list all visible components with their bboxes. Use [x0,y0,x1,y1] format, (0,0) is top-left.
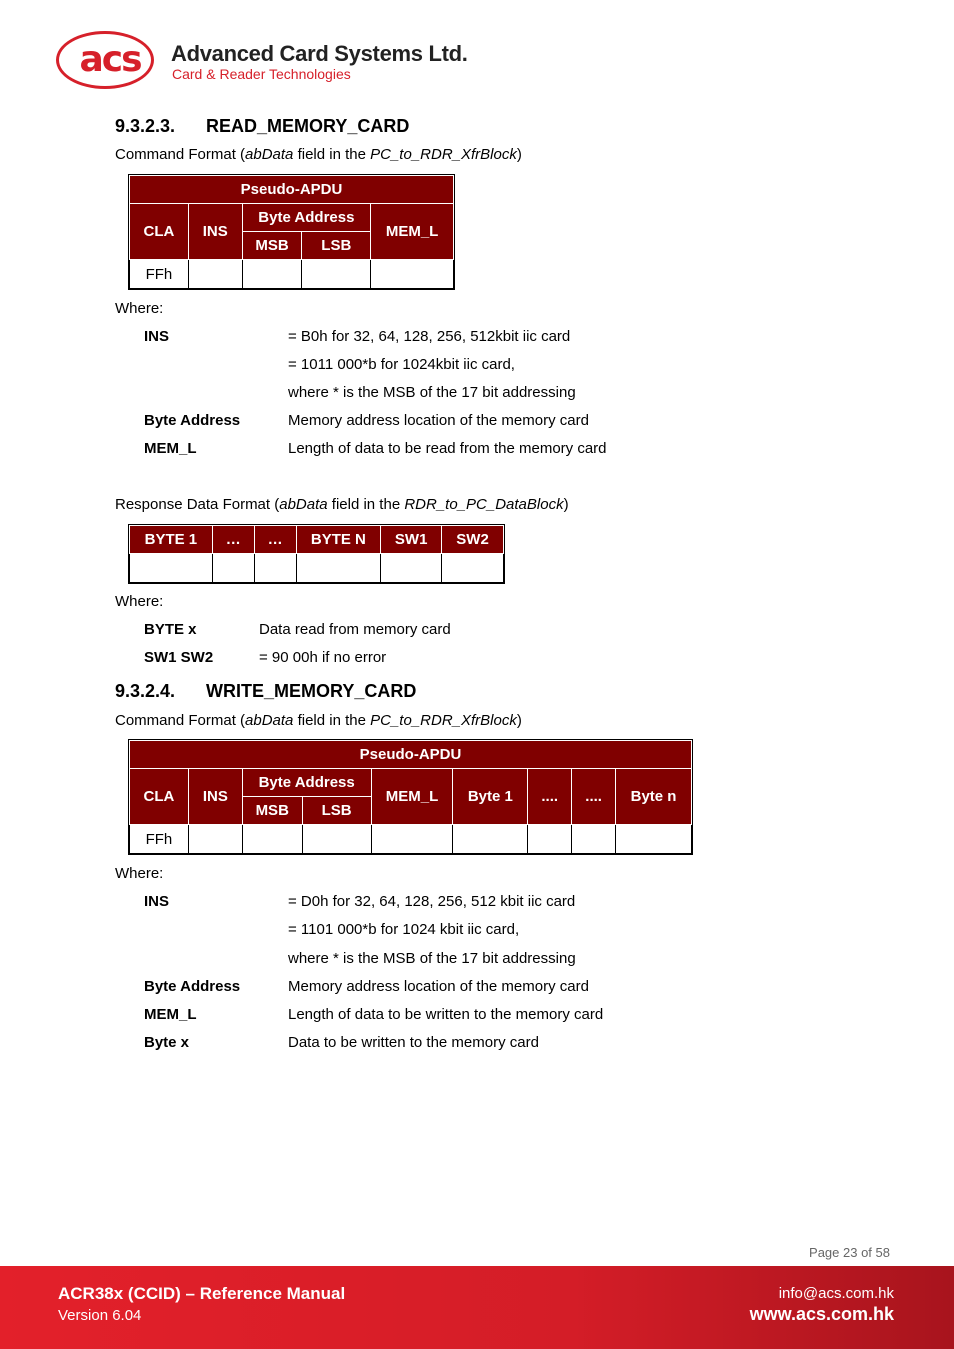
read-command-format [115,146,522,163]
def-desc: where * is the MSB of the 17 bit addressing [288,384,576,401]
read-response-format [115,496,569,513]
mem-l-header: MEM_L [371,204,454,260]
read-response-table [129,525,504,583]
response-cell [130,554,213,583]
response-col-byte1: BYTE 1 [130,526,213,554]
cla-header: CLA [130,204,189,260]
byten-header: Byte n [616,769,692,825]
apdu-header: Pseudo-APDU [130,176,454,204]
write-section-heading [115,681,416,702]
logo-text: acs [79,39,141,80]
dots-value [572,825,616,854]
lsb-value [302,260,371,289]
byte1-header: Byte 1 [453,769,528,825]
byten-value [616,825,692,854]
byte1-value [453,825,528,854]
def-term: INS [144,893,170,910]
write-where-label: Where: [115,865,164,882]
byte-address-header: Byte Address [242,769,371,797]
lsb-header: LSB [302,797,371,825]
write-command-abdata: abData [245,712,294,729]
write-section-title: WRITE_MEMORY_CARD [206,681,417,701]
write-command-block: PC_to_RDR_XfrBlock [370,712,517,729]
page-number: Page 23 of 58 [809,1245,890,1260]
response-col-byten: BYTE N [296,526,381,554]
dots-header: .... [572,769,616,825]
byte-address-header: Byte Address [242,204,371,232]
lsb-header: LSB [302,232,371,260]
write-command-suffix: ) [516,712,522,729]
def-desc: = D0h for 32, 64, 128, 256, 512 kbit iic card [288,893,576,910]
write-command-prefix: Command Format ( [115,712,246,729]
cla-value: FFh [130,260,189,289]
response-abdata: abData [279,496,328,513]
company-name: Advanced Card Systems Ltd. [171,41,468,66]
def-term: Byte Address [144,412,241,429]
dots-value [528,825,572,854]
lsb-value [302,825,371,854]
response-mid: field in the [327,496,405,513]
response-col-sw1: SW1 [381,526,442,554]
def-desc: Memory address location of the memory card [288,412,589,429]
def-term: INS [144,328,170,345]
def-desc: = B0h for 32, 64, 128, 256, 512kbit iic card [288,328,571,345]
def-term: MEM_L [144,1006,197,1023]
msb-header: MSB [242,232,302,260]
cla-header: CLA [130,769,189,825]
def-term: BYTE x [144,621,197,638]
ins-header: INS [188,769,242,825]
write-command-format [115,712,522,729]
read-command-suffix: ) [516,146,522,163]
read-where2-label: Where: [115,593,164,610]
mem-l-value [371,260,454,289]
def-term: Byte Address [144,978,241,995]
def-desc: Length of data to be written to the memory card [288,1006,604,1023]
apdu-header: Pseudo-APDU [130,741,692,769]
read-where-label: Where: [115,300,164,317]
ins-header: INS [188,204,242,260]
response-cell [254,554,296,583]
def-desc: Data to be written to the memory card [288,1034,539,1051]
footer-bar [0,1266,954,1349]
response-col-ellipsis: … [254,526,296,554]
msb-value [242,825,302,854]
dots-header: .... [528,769,572,825]
def-term: SW1 SW2 [144,649,214,666]
ins-value [188,260,242,289]
footer-email: info@acs.com.hk [778,1285,894,1302]
response-cell [212,554,254,583]
def-term: Byte x [144,1034,190,1051]
write-command-mid: field in the [293,712,371,729]
def-desc: Memory address location of the memory card [288,978,589,995]
def-desc: = 90 00h if no error [259,649,387,666]
read-command-block: PC_to_RDR_XfrBlock [370,146,517,163]
read-section-title: READ_MEMORY_CARD [206,116,410,136]
def-desc: Length of data to be read from the memory card [288,440,607,457]
write-apdu-table [129,740,692,854]
read-command-prefix: Command Format ( [115,146,246,163]
read-command-mid: field in the [293,146,371,163]
cla-value: FFh [130,825,189,854]
msb-header: MSB [242,797,302,825]
footer-version: Version 6.04 [58,1307,142,1324]
def-desc: = 1101 000*b for 1024 kbit iic card, [288,921,520,938]
ins-value [188,825,242,854]
footer-website: www.acs.com.hk [749,1304,894,1324]
msb-value [242,260,302,289]
read-section-number: 9.3.2.3. [115,116,176,136]
read-command-abdata: abData [245,146,294,163]
mem-l-header: MEM_L [371,769,453,825]
response-prefix: Response Data Format ( [115,496,280,513]
def-term: MEM_L [144,440,197,457]
response-cell [381,554,442,583]
read-apdu-table [129,175,454,289]
response-col-sw2: SW2 [442,526,504,554]
write-section-number: 9.3.2.4. [115,681,176,701]
footer-title: ACR38x (CCID) – Reference Manual [58,1284,346,1303]
response-col-ellipsis: … [212,526,254,554]
mem-l-value [371,825,453,854]
def-desc: = 1011 000*b for 1024kbit iic card, [288,356,515,373]
def-desc: Data read from memory card [259,621,451,638]
response-suffix: ) [563,496,569,513]
read-section-heading [115,116,409,137]
def-desc: where * is the MSB of the 17 bit addressing [288,950,576,967]
response-cell [442,554,504,583]
company-tagline: Card & Reader Technologies [172,66,351,82]
response-block: RDR_to_PC_DataBlock [404,496,564,513]
response-cell [296,554,381,583]
